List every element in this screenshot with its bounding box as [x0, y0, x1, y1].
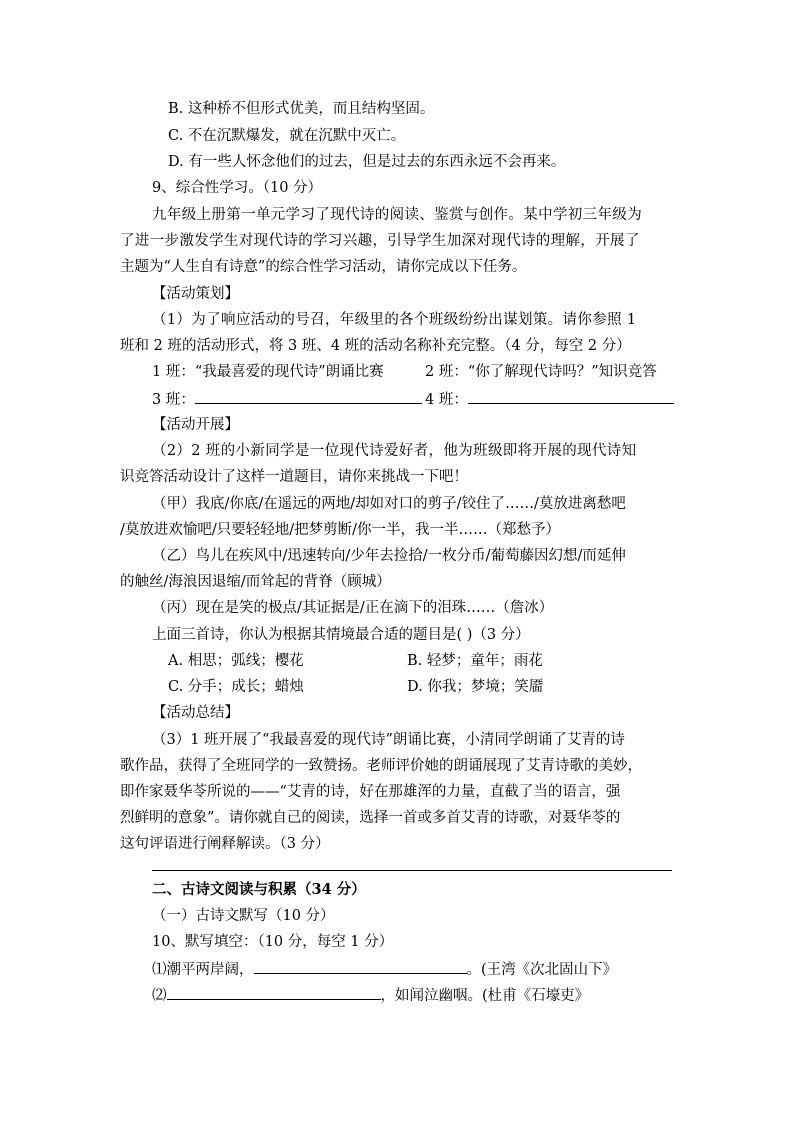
recitation-2-prefix: ⑵: [152, 988, 167, 1004]
q9-part1-line: 班和 2 班的活动形式，将 3 班、4 班的活动名称补充完整。（4 分，每空 2 分）: [120, 338, 631, 354]
recitation-line-1: [152, 959, 617, 979]
recitation-1-prefix: ⑴潮平两岸阔，: [152, 962, 254, 978]
q9-part2-line: （2）2 班的小新同学是一位现代诗爱好者，他为班级即将开展的现代诗知: [152, 443, 637, 459]
answer-option-d: D. 你我；梦境；笑靥: [407, 679, 544, 695]
section-activity-planning: 【活动策划】: [152, 286, 239, 302]
answer-line[interactable]: [152, 870, 672, 871]
class4-answer-blank[interactable]: [468, 389, 674, 404]
part2-subheading: （一）古诗文默写（10 分）: [152, 908, 335, 924]
q9-part3-line: 这句评语进行阐释解读。（3 分）: [120, 836, 330, 852]
poem-a-line: （甲）我底/你底/在遥远的两地/却如对口的剪子/铰住了……/莫放进离愁吧: [152, 496, 626, 512]
class2-activity: 2 班：“你了解现代诗吗？”知识竞答: [425, 364, 657, 380]
section-activity-summary: 【活动总结】: [152, 705, 239, 721]
answer-option-b: B. 轻梦；童年；雨花: [407, 653, 543, 669]
class1-activity: 1 班：“我最喜爱的现代诗”朗诵比赛: [152, 364, 384, 380]
recitation-2-blank[interactable]: [167, 985, 381, 1000]
q9-intro-line: 了进一步激发学生对现代诗的学习兴趣，引导学生加深对现代诗的理解，开展了: [120, 233, 640, 249]
class3-answer-blank[interactable]: [195, 389, 422, 404]
poem-a-line: /莫放进欢愉吧/只要轻轻地/把梦剪断/你一半，我一半……（郑愁予）: [120, 522, 561, 538]
class3-label: 3 班：: [152, 392, 195, 408]
poem-c-line: （丙）现在是笑的极点/其证据是/正在滴下的泪珠……（詹冰）: [152, 600, 554, 616]
poem-b-line: （乙）鸟儿在疾风中/迅速转向/少年去捡拾/一枚分币/葡萄藤因幻想/而延伸: [152, 548, 626, 564]
class3-row: [152, 389, 422, 409]
q9-title: 9、综合性学习。（10 分）: [152, 180, 323, 196]
q9-part2-line: 识竞答活动设计了这样一道题目，请你来挑战一下吧！: [120, 469, 468, 485]
answer-option-a: A. 相思；弧线；樱花: [168, 653, 304, 669]
q8-option-d: D. 有一些人怀念他们的过去，但是过去的东西永远不会再来。: [168, 154, 566, 170]
q9-part1-line: （1）为了响应活动的号召，年级里的各个班级纷纷出谋划策。请你参照 1: [152, 312, 637, 328]
part2-heading: 二、古诗文阅读与积累（34 分）: [152, 881, 366, 898]
q9-part3-line: 即作家聂华苓所说的——“艾青的诗，好在那雄浑的力量，直截了当的语言，强: [120, 784, 621, 800]
q8-option-c: C. 不在沉默爆发，就在沉默中灭亡。: [168, 128, 406, 144]
poem-b-line: 的触丝/海浪因退缩/而耸起的背脊（顾城）: [120, 574, 391, 590]
q9-intro-line: 主题为“人生自有诗意”的综合性学习活动，请你完成以下任务。: [120, 259, 527, 275]
q9-part3-line: 歌作品，获得了全班同学的一致赞扬。老师评价她的朗诵展现了艾青诗歌的美妙，: [120, 758, 642, 774]
q9-part3-line: 烈鲜明的意象”。请你就自己的阅读，选择一首或多首艾青的诗歌，对聂华苓的: [120, 810, 621, 826]
q8-option-b: B. 这种桥不但形式优美，而且结构坚固。: [168, 101, 435, 117]
q10-title: 10、默写填空：（10 分，每空 1 分）: [152, 934, 394, 950]
recitation-1-suffix: 。(王湾《次北固山下》: [466, 962, 618, 978]
recitation-2-suffix: ，如闻泣幽咽。(杜甫《石壕吏》: [380, 988, 590, 1004]
recitation-1-blank[interactable]: [254, 959, 467, 974]
q9-intro-line: 九年级上册第一单元学习了现代诗的阅读、鉴赏与创作。某中学初三年级为: [152, 207, 643, 223]
class4-row: [425, 389, 674, 409]
q9-question: 上面三首诗，你认为根据其情境最合适的题目是( )（3 分）: [152, 627, 530, 643]
section-activity-development: 【活动开展】: [152, 417, 239, 433]
q9-part3-line: （3）1 班开展了“我最喜爱的现代诗”朗诵比赛，小清同学朗诵了艾青的诗: [152, 732, 625, 748]
recitation-line-2: [152, 985, 589, 1005]
answer-option-c: C. 分手；成长；蜡烛: [168, 679, 304, 695]
class4-label: 4 班：: [425, 392, 468, 408]
